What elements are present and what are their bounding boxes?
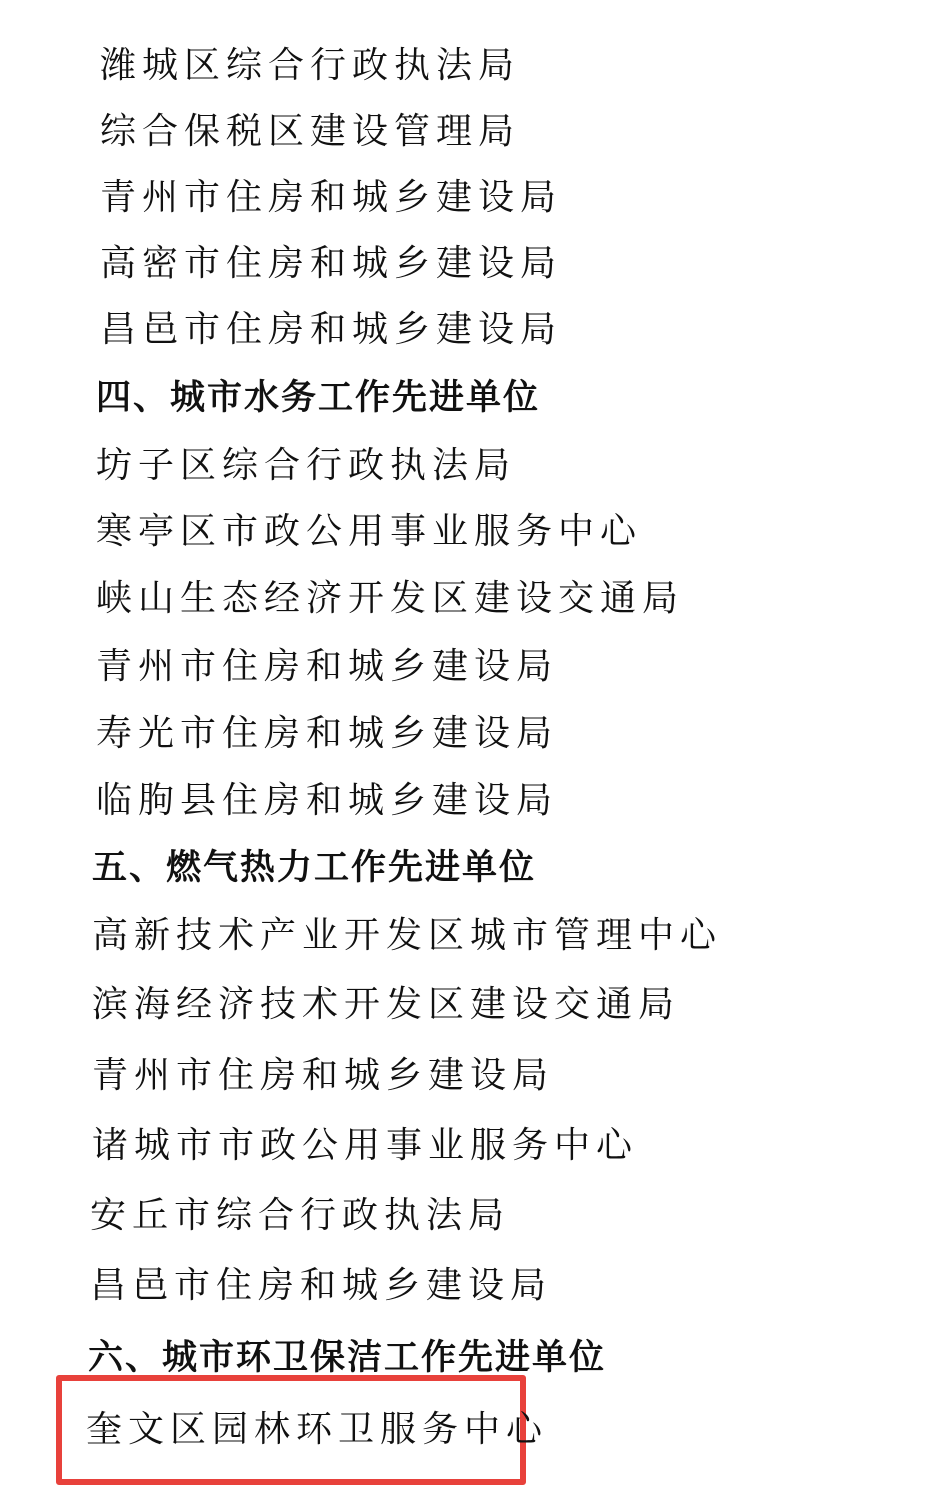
list-item: 诸城市市政公用事业服务中心 xyxy=(92,1125,639,1166)
section-heading-6: 六、城市环卫保洁工作先进单位 xyxy=(88,1338,607,1378)
list-item: 高密市住房和城乡建设局 xyxy=(100,243,563,284)
list-item: 青州市住房和城乡建设局 xyxy=(92,1055,555,1096)
list-item: 寒亭区市政公用事业服务中心 xyxy=(96,511,643,552)
section-heading-4: 四、城市水务工作先进单位 xyxy=(96,378,541,418)
list-item: 滨海经济技术开发区建设交通局 xyxy=(92,984,681,1025)
list-item: 青州市住房和城乡建设局 xyxy=(96,646,559,687)
list-item: 高新技术产业开发区城市管理中心 xyxy=(92,915,723,956)
list-item: 昌邑市住房和城乡建设局 xyxy=(100,309,563,350)
list-item: 青州市住房和城乡建设局 xyxy=(100,177,563,218)
list-item: 临朐县住房和城乡建设局 xyxy=(96,780,559,821)
list-item: 综合保税区建设管理局 xyxy=(100,111,521,152)
list-item: 潍城区综合行政执法局 xyxy=(100,45,521,86)
list-item: 昌邑市住房和城乡建设局 xyxy=(90,1265,553,1306)
list-item: 坊子区综合行政执法局 xyxy=(96,445,517,486)
list-item: 安丘市综合行政执法局 xyxy=(90,1195,511,1236)
highlighted-list-item: 奎文区园林环卫服务中心 xyxy=(86,1409,549,1450)
section-heading-5: 五、燃气热力工作先进单位 xyxy=(92,848,537,888)
list-item: 峡山生态经济开发区建设交通局 xyxy=(96,578,685,619)
list-item: 寿光市住房和城乡建设局 xyxy=(96,713,559,754)
